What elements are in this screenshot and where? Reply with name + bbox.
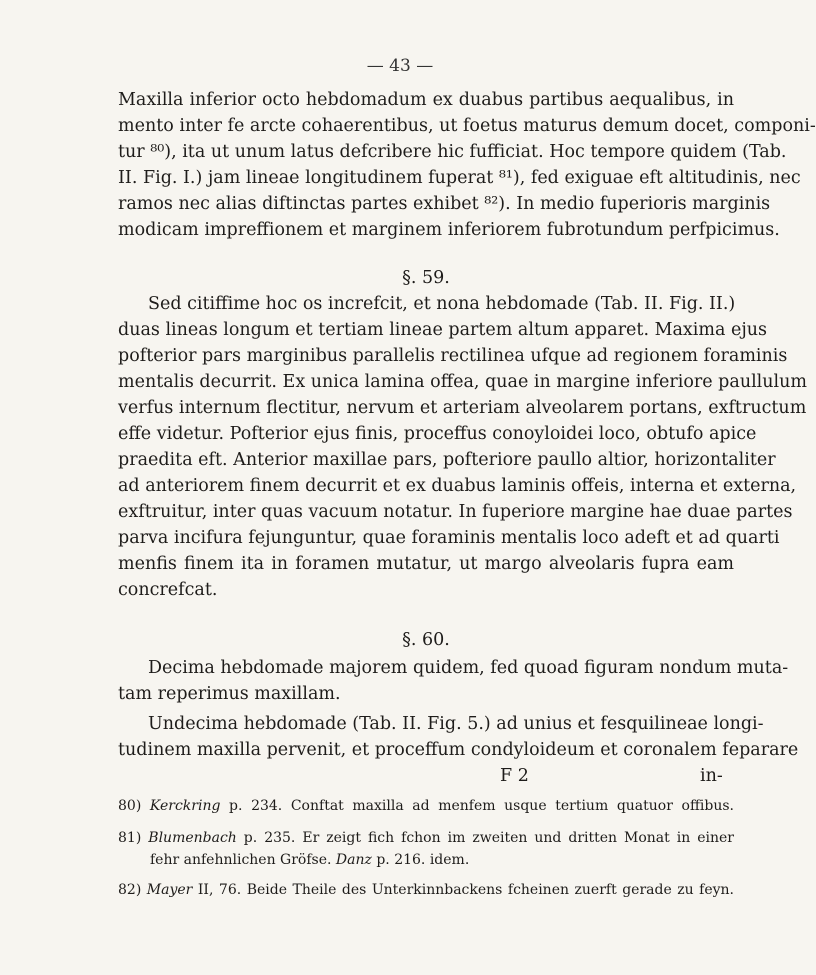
text-line: concrefcat. bbox=[118, 580, 218, 600]
text-line: exftruitur, inter quas vacuum notatur. In fuperiore margine hae duae partes bbox=[118, 502, 793, 522]
text-line: tur ⁸⁰), ita ut unum latus defcribere hic fufficiat. Hoc tempore quidem (Tab. bbox=[118, 142, 787, 162]
text-line: mentalis decurrit. Ex unica lamina offea, quae in margine inferiore paullulum bbox=[118, 372, 808, 392]
footnote-81-continued: fehr anfehnlichen Gröfse. Danz p. 216. idem. bbox=[150, 852, 470, 868]
text-line: verfus internum flectitur, nervum et arteriam alveolarem portans, exftructum bbox=[118, 398, 807, 418]
text-line: II. Fig. I.) jam lineae longitudinem fuperat ⁸¹), fed exiguae eft altitudinis, nec bbox=[118, 168, 801, 188]
section-heading: §. 59. bbox=[402, 268, 450, 288]
text-line: duas lineas longum et tertiam lineae partem altum apparet. Maxima ejus bbox=[118, 320, 768, 340]
footnote-82: 82) Mayer II, 76. Beide Theile des Unterkinnbackens fcheinen zuerft gerade zu feyn. bbox=[118, 882, 734, 898]
text-line: mento inter fe arcte cohaerentibus, ut foetus maturus demum docet, componi- bbox=[118, 116, 816, 136]
text-line: menfis finem ita in foramen mutatur, ut margo alveolaris fupra eam bbox=[118, 554, 734, 574]
footnote-80: 80) Kerckring p. 234. Conftat maxilla ad menfem usque tertium quatuor offibus. bbox=[118, 798, 734, 814]
text-line: ad anteriorem finem decurrit et ex duabus laminis offeis, interna et externa, bbox=[118, 476, 797, 496]
text-line: effe videtur. Pofterior ejus finis, proceffus conoyloidei loco, obtufo apice bbox=[118, 424, 757, 444]
text-line: Sed citiffime hoc os increfcit, et nona hebdomade (Tab. II. Fig. II.) bbox=[148, 294, 736, 314]
text-line: praedita eft. Anterior maxillae pars, pofteriore paullo altior, horizontaliter bbox=[118, 450, 776, 470]
text-line: Maxilla inferior octo hebdomadum ex duabus partibus aequalibus, in bbox=[118, 90, 734, 110]
text-line: parva incifura fejunguntur, quae foraminis mentalis loco adeft et ad quarti bbox=[118, 528, 780, 548]
section-heading: §. 60. bbox=[402, 630, 450, 650]
signature-mark: F 2 bbox=[500, 766, 529, 786]
text-line: Decima hebdomade majorem quidem, fed quoad figuram nondum muta- bbox=[148, 658, 789, 678]
catchword: in- bbox=[700, 766, 723, 786]
text-line: ramos nec alias diftinctas partes exhibet ⁸²). In medio fuperioris marginis bbox=[118, 194, 771, 214]
footnote-81: 81) Blumenbach p. 235. Er zeigt fich fchon im zweiten und dritten Monat in einer bbox=[118, 830, 735, 846]
page-number-header: — 43 — bbox=[366, 56, 434, 76]
text-line: tam reperimus maxillam. bbox=[118, 684, 341, 704]
text-line: Undecima hebdomade (Tab. II. Fig. 5.) ad unius et fesquilineae longi- bbox=[148, 714, 764, 734]
text-line: modicam impreffionem et marginem inferiorem fubrotundum perfpicimus. bbox=[118, 220, 780, 240]
text-line: pofterior pars marginibus parallelis rectilinea ufque ad regionem foraminis bbox=[118, 346, 788, 366]
text-line: tudinem maxilla pervenit, et proceffum condyloideum et coronalem feparare bbox=[118, 740, 799, 760]
